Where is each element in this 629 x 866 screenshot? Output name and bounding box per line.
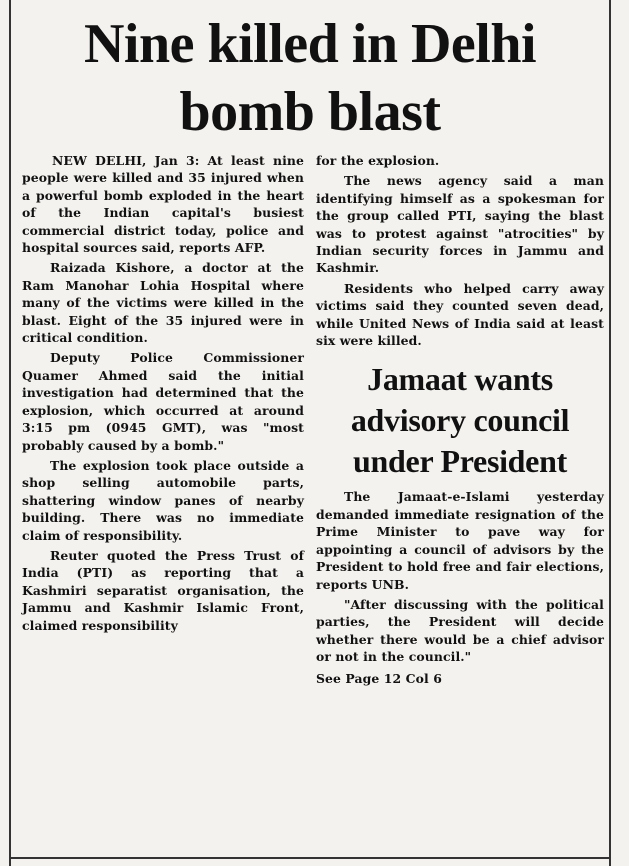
continuation-link[interactable]: See Page 12 Col 6 — [316, 670, 442, 686]
secondary-paragraph-2: "After discussing with the political parties, the President will decide whether there would be a chief advisor or not in the council." — [316, 596, 604, 665]
main-headline: Nine killed in Delhi bomb blast — [83, 13, 537, 143]
story-paragraph-2: Raizada Kishore, a doctor at the Ram Manohar Lohia Hospital where many of the victims were killed in the blast. Eight of the 35 injured were in critical condition. — [22, 260, 304, 346]
story-paragraph-3: Deputy Police Commissioner Quamer Ahmed said the initial investigation had determined that the explosion, which occurred at around 3:15 pm (0945 GMT), was "most probably caused by a bomb." — [22, 350, 304, 453]
story-column-right — [316, 152, 604, 690]
column-rule-left — [9, 0, 11, 866]
story-paragraph-6: The news agency said a man identifying himself as a spokesman for the group called PTI, saying the blast was to protest against "atrocities" by Indian security forces in Jammu and Kashmir. — [316, 173, 604, 276]
story-paragraph-5: Reuter quoted the Press Trust of India (PTI) as reporting that a Kashmiri separatist organisation, the Jammu and Kashmir Islamic Front, claimed responsibility — [22, 547, 304, 633]
dateline: NEW DELHI, Jan 3: — [52, 153, 200, 168]
story-paragraph-4: The explosion took place outside a shop selling automobile parts, shattering window panes of nearby building. There was no immediate claim of responsibility. — [22, 457, 304, 543]
story-paragraph-1 — [22, 152, 304, 256]
story-paragraph-7: Residents who helped carry away victims said they counted seven dead, while United News of India said at least six were killed. — [316, 280, 604, 349]
bottom-rule — [9, 857, 611, 859]
secondary-headline: Jamaat wants advisory council under President — [350, 361, 570, 480]
secondary-paragraph-1: The Jamaat-e-Islami yesterday demanded immediate resignation of the Prime Minister to pave way for appointing a council of advisors by the President to hold free and fair elections, reports UNB. — [316, 489, 604, 592]
story-paragraph-5-continued: for the explosion. — [316, 153, 440, 168]
column-rule-right — [609, 0, 611, 866]
paragraph-text: At least nine people were killed and 35 injured when a powerful bomb exploded in the heart of the Indian capital's busiest commercial district today, police and hospital sources said, reports AFP. — [22, 153, 304, 256]
story-column-left — [22, 152, 304, 637]
